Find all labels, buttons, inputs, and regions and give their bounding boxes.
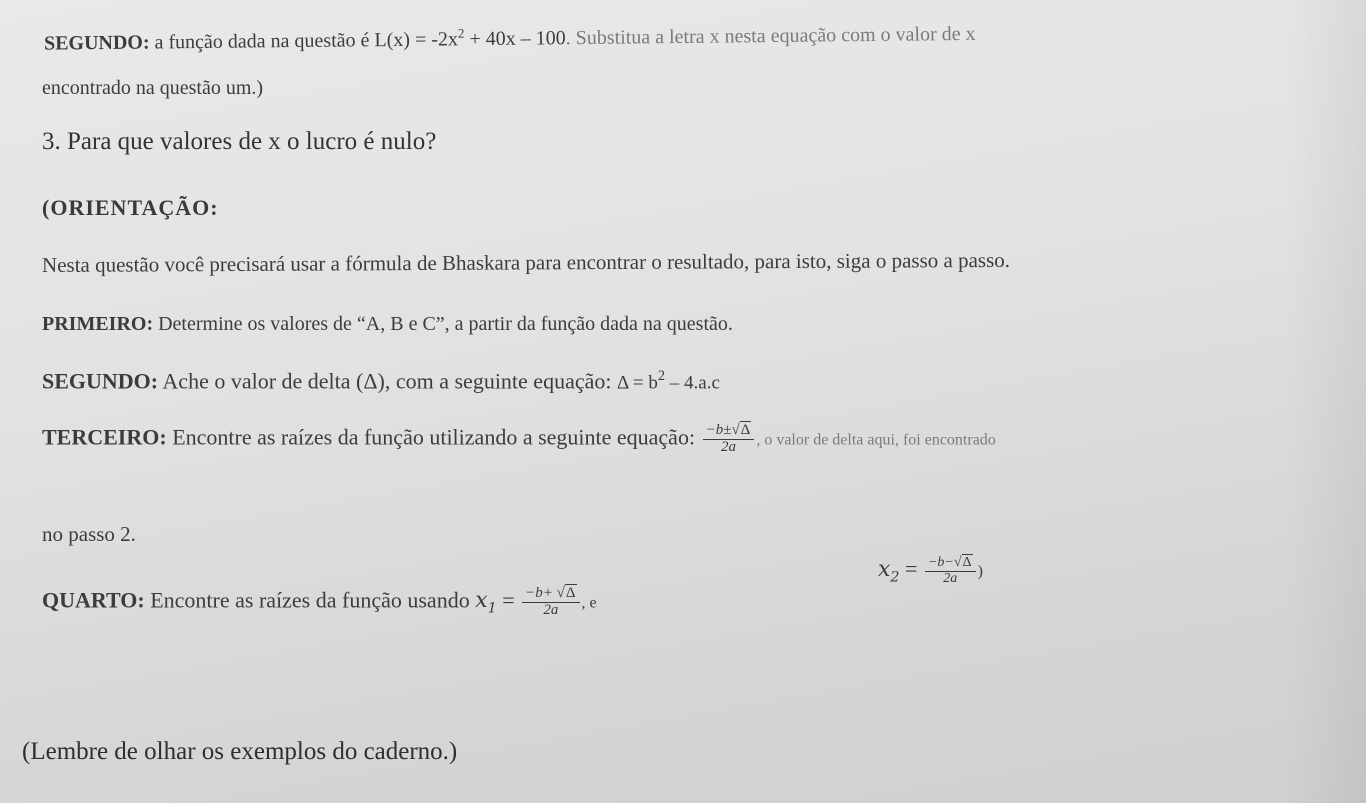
segundo-post-text: . Substitua a letra x nesta equação com o valor de x (565, 22, 976, 50)
paper-shadow (1286, 0, 1366, 803)
x1-letter: x (475, 588, 488, 614)
x1-fraction (522, 586, 579, 619)
delta-equation-exponent: 2 (657, 368, 666, 384)
bhaskara-denominator: 2a (720, 438, 736, 455)
bhaskara-numerator (703, 423, 755, 440)
x2-radicand: Δ (962, 555, 972, 570)
encontrado-line (42, 77, 263, 100)
x1-denominator: 2a (543, 601, 559, 618)
bhaskara-numerator-pre: −b± (705, 422, 732, 438)
question-3 (42, 128, 436, 156)
x2-equals: = (899, 556, 923, 582)
quarto-line (42, 586, 597, 619)
x2-numerator-pre: −b− (927, 555, 954, 570)
sqrt-icon: √Δ (731, 422, 751, 438)
terceiro-label: TERCEIRO: (42, 424, 167, 450)
sqrt-icon: √Δ (556, 585, 576, 601)
quarto-connector: , e (581, 594, 597, 612)
question-3-text: 3. Para que valores de x o lucro é nulo? (42, 128, 437, 155)
segundo-step-text: Ache o valor de delta (Δ), com a seguinte equação: (158, 368, 617, 394)
x1-radicand: Δ (565, 585, 576, 601)
x2-subscript: 2 (890, 569, 900, 586)
bhaskara-radicand: Δ (740, 422, 751, 438)
encontrado-text: encontrado na questão um.) (42, 77, 264, 99)
terceiro-text: Encontre as raízes da função utilizando a seguinte equação: (166, 424, 701, 450)
segundo-instruction-line (44, 20, 976, 55)
segundo-step-label: SEGUNDO: (42, 368, 159, 394)
quarto-label: QUARTO: (42, 587, 145, 613)
x1-numerator-pre: −b+ (525, 585, 557, 601)
primeiro-text: Determine os valores de “A, B e C”, a partir da função dada na questão. (153, 313, 733, 335)
delta-equation-rhs: – 4.a.c (665, 372, 720, 394)
intro-line (42, 248, 1010, 278)
x1-subscript: 1 (487, 600, 497, 617)
reminder-line (22, 738, 457, 766)
x2-fraction (925, 556, 976, 586)
function-exponent: 2 (457, 25, 465, 41)
x2-symbol (878, 557, 900, 586)
function-rhs: + 40x – 100 (464, 27, 566, 51)
terceiro-line (42, 423, 996, 456)
delta-equation-lhs: Δ = b (616, 372, 658, 394)
bhaskara-fraction (703, 423, 755, 456)
reminder-text: (Lembre de olhar os exemplos do caderno.) (22, 738, 458, 765)
quarto-text: Encontre as raízes da função usando (144, 587, 476, 613)
primeiro-line (42, 313, 733, 336)
segundo-line (42, 368, 720, 394)
x1-numerator (522, 586, 579, 603)
terceiro-post-text: , o valor de delta aqui, foi encontrado (756, 431, 996, 449)
segundo-pre-text: a função dada na questão é (149, 29, 375, 54)
x2-formula (878, 556, 983, 586)
primeiro-label: PRIMEIRO: (42, 313, 154, 335)
x2-numerator (925, 556, 976, 572)
segundo-label: SEGUNDO: (43, 31, 150, 55)
orientacao-title: (ORIENTAÇÃO: (42, 195, 219, 220)
terceiro-continuation-text: no passo 2. (42, 522, 136, 546)
sqrt-icon: √Δ (953, 555, 972, 570)
x2-denominator: 2a (943, 570, 958, 586)
function-lhs: L(x) = -2x (374, 28, 459, 52)
x1-symbol (475, 588, 497, 617)
x1-equals: = (496, 587, 521, 613)
orientacao-heading (42, 195, 219, 221)
intro-text: Nesta questão você precisará usar a fórmula de Bhaskara para encontrar o resultado, para isto, siga o passo a passo. (41, 247, 1011, 277)
terceiro-continuation-line (42, 522, 136, 547)
x2-letter: x (878, 557, 891, 583)
x2-close-paren: ) (977, 563, 983, 581)
